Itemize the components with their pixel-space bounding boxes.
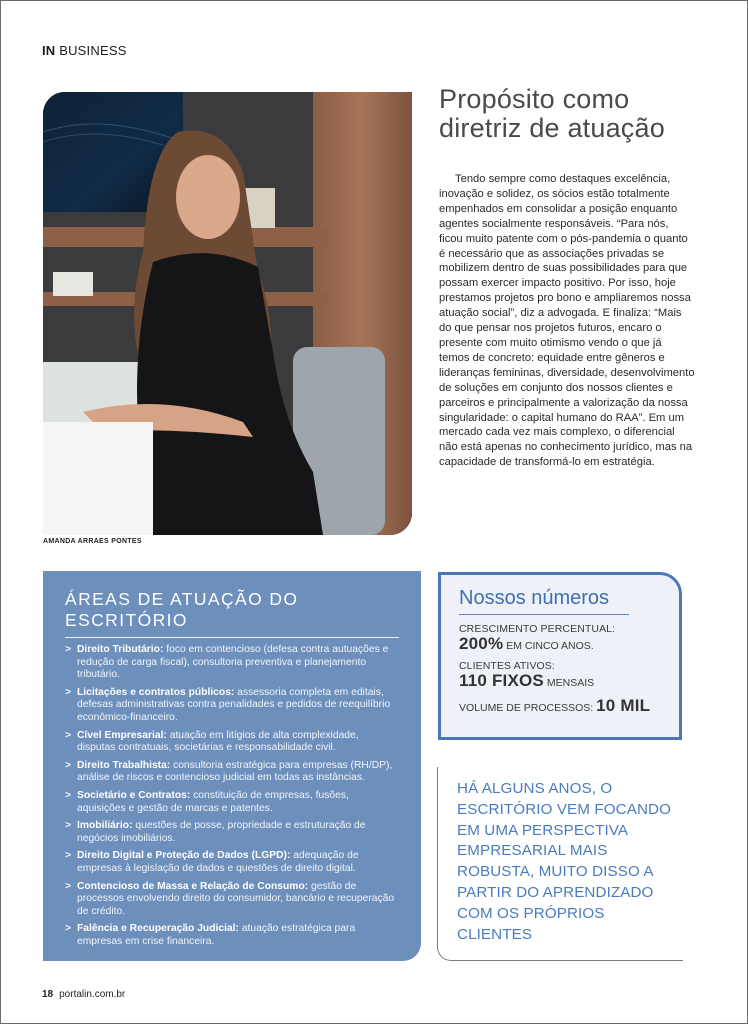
practice-area-item (65, 923, 399, 948)
practice-area-name: Direito Tributário: (77, 644, 164, 655)
chevron-right-icon: > (65, 820, 72, 832)
practice-area-name: Direito Digital e Proteção de Dados (LGPD): (77, 850, 291, 862)
practice-area-name: Societário e Contratos: (77, 789, 191, 801)
practice-area-description: questões de posse, propriedade e estruturação de negócios imobiliários. (77, 820, 366, 844)
chevron-right-icon: > (65, 729, 72, 741)
practice-area-description: assessoria completa em editais, defesas administrativas contra penalidades e pedidos de reequilíbrio econômico-financeiro. (77, 686, 391, 723)
practice-areas-box (43, 571, 421, 961)
page-footer (42, 989, 125, 1000)
clients-suffix: MENSAIS (543, 677, 595, 689)
practice-area-name: Falência e Recuperação Judicial: (77, 923, 239, 935)
practice-area-item (65, 850, 399, 875)
growth-value: 200% (459, 634, 504, 653)
article-body: Tendo sempre como destaques excelência, inovação e solidez, os sócios estão totalmente empenhados em consolidar a posição enquanto agentes socialmente responsáveis. “Para nós, ficou muito patente com o pós-pandemia o quanto é necessário que as associações privadas se mobilizem dentro de suas possibilidades para que possam exercer impacto positivo. Por isso, hoje prestamos projetos pro bono e ampliaremos nossa atuação social”, diz a advogada. E finaliza: “Mais do que pensar nos projetos futuros, encaro o presente com muito otimismo vendo o que já temos de concreto: equidade entre gêneros e lideranças femininas, diversidade, desenvolvimento de soluções em conjunto dos nossos clientes e parceiros e principalmente a valorização da nossa singularidade: o capital humano do RAA”. Em um mercado cada vez mais complexo, o diferencial não está apenas no conhecimento jurídico, mas na capacidade de transformá-lo em estratégia. (439, 173, 695, 469)
chevron-right-icon: > (65, 759, 72, 771)
portrait-photo (43, 92, 412, 535)
practice-area-description: atuação estratégica para empresas em crise financeira. (77, 923, 356, 947)
practice-area-item (65, 820, 399, 845)
practice-area-item (65, 730, 399, 755)
growth-suffix: EM CINCO ANOS. (503, 640, 594, 652)
chevron-right-icon: > (65, 644, 72, 655)
practice-area-description: adequação de empresas à legislação de dados e questões de direito digital. (77, 850, 359, 874)
section-tag (42, 43, 127, 58)
site-url: portalin.com.br (59, 989, 126, 1000)
practice-area-name: Imobiliário: (77, 820, 133, 832)
chevron-right-icon: > (65, 923, 72, 935)
practice-area-item (65, 644, 399, 682)
practice-area-item (65, 760, 399, 785)
practice-area-description: gestão de processos envolvendo direito do consumidor, bancário e recuperação de crédito. (77, 880, 395, 917)
clients-value: 110 FIXOS (459, 671, 544, 690)
section-tag-bold: IN (42, 43, 56, 58)
practice-area-name: Contencioso de Massa e Relação de Consumo: (77, 880, 309, 892)
practice-area-name: Direito Trabalhista: (77, 759, 171, 771)
practice-area-name: Cível Empresarial: (77, 729, 167, 741)
photo-caption: AMANDA ARRAES PONTES (43, 538, 142, 545)
practice-area-description: foco em contencioso (defesa contra autuações e redução de carga fiscal), consultoria preventiva e planejamento tributário. (77, 644, 389, 681)
processes-value: 10 MIL (596, 696, 651, 715)
practice-area-item (65, 790, 399, 815)
growth-label: CRESCIMENTO PERCENTUAL: (459, 623, 616, 635)
practice-area-name: Licitações e contratos públicos: (77, 686, 235, 698)
numbers-title: Nossos números (459, 587, 629, 615)
growth-stat (459, 635, 679, 655)
chevron-right-icon: > (65, 880, 72, 892)
practice-area-item (65, 881, 399, 919)
practice-area-description: consultoria estratégica para empresas (RH/DP), análise de riscos e contencioso judicial em todas as instâncias. (77, 759, 393, 784)
processes-label: VOLUME DE PROCESSOS: (459, 702, 597, 714)
chevron-right-icon: > (65, 850, 72, 862)
practice-area-item (65, 687, 399, 725)
section-tag-rest: BUSINESS (55, 43, 127, 58)
page-number: 18 (42, 989, 54, 1000)
pull-quote: HÁ ALGUNS ANOS, O ESCRITÓRIO VEM FOCANDO EM UMA PERSPECTIVA EMPRESARIAL MAIS ROBUSTA, MUITO DISSO A PARTIR DO APRENDIZADO COM OS PRÓPRIOS CLIENTES (437, 767, 683, 961)
processes-stat (459, 697, 679, 717)
clients-stat (459, 672, 679, 692)
practice-area-description: atuação em litígios de alta complexidade, disputas contratuais, societárias e responsabilidade civil. (77, 729, 359, 754)
practice-areas-title: ÁREAS DE ATUAÇÃO DO ESCRITÓRIO (65, 589, 399, 638)
numbers-box (438, 572, 682, 740)
article-title: Propósito como diretriz de atuação (439, 84, 665, 143)
chevron-right-icon: > (65, 789, 72, 801)
portrait-illustration (43, 92, 412, 535)
chevron-right-icon: > (65, 686, 72, 698)
practice-area-description: constituição de empresas, fusões, aquisições e gestão de marcas e patentes. (77, 789, 349, 814)
clients-label: CLIENTES ATIVOS: (459, 660, 555, 672)
